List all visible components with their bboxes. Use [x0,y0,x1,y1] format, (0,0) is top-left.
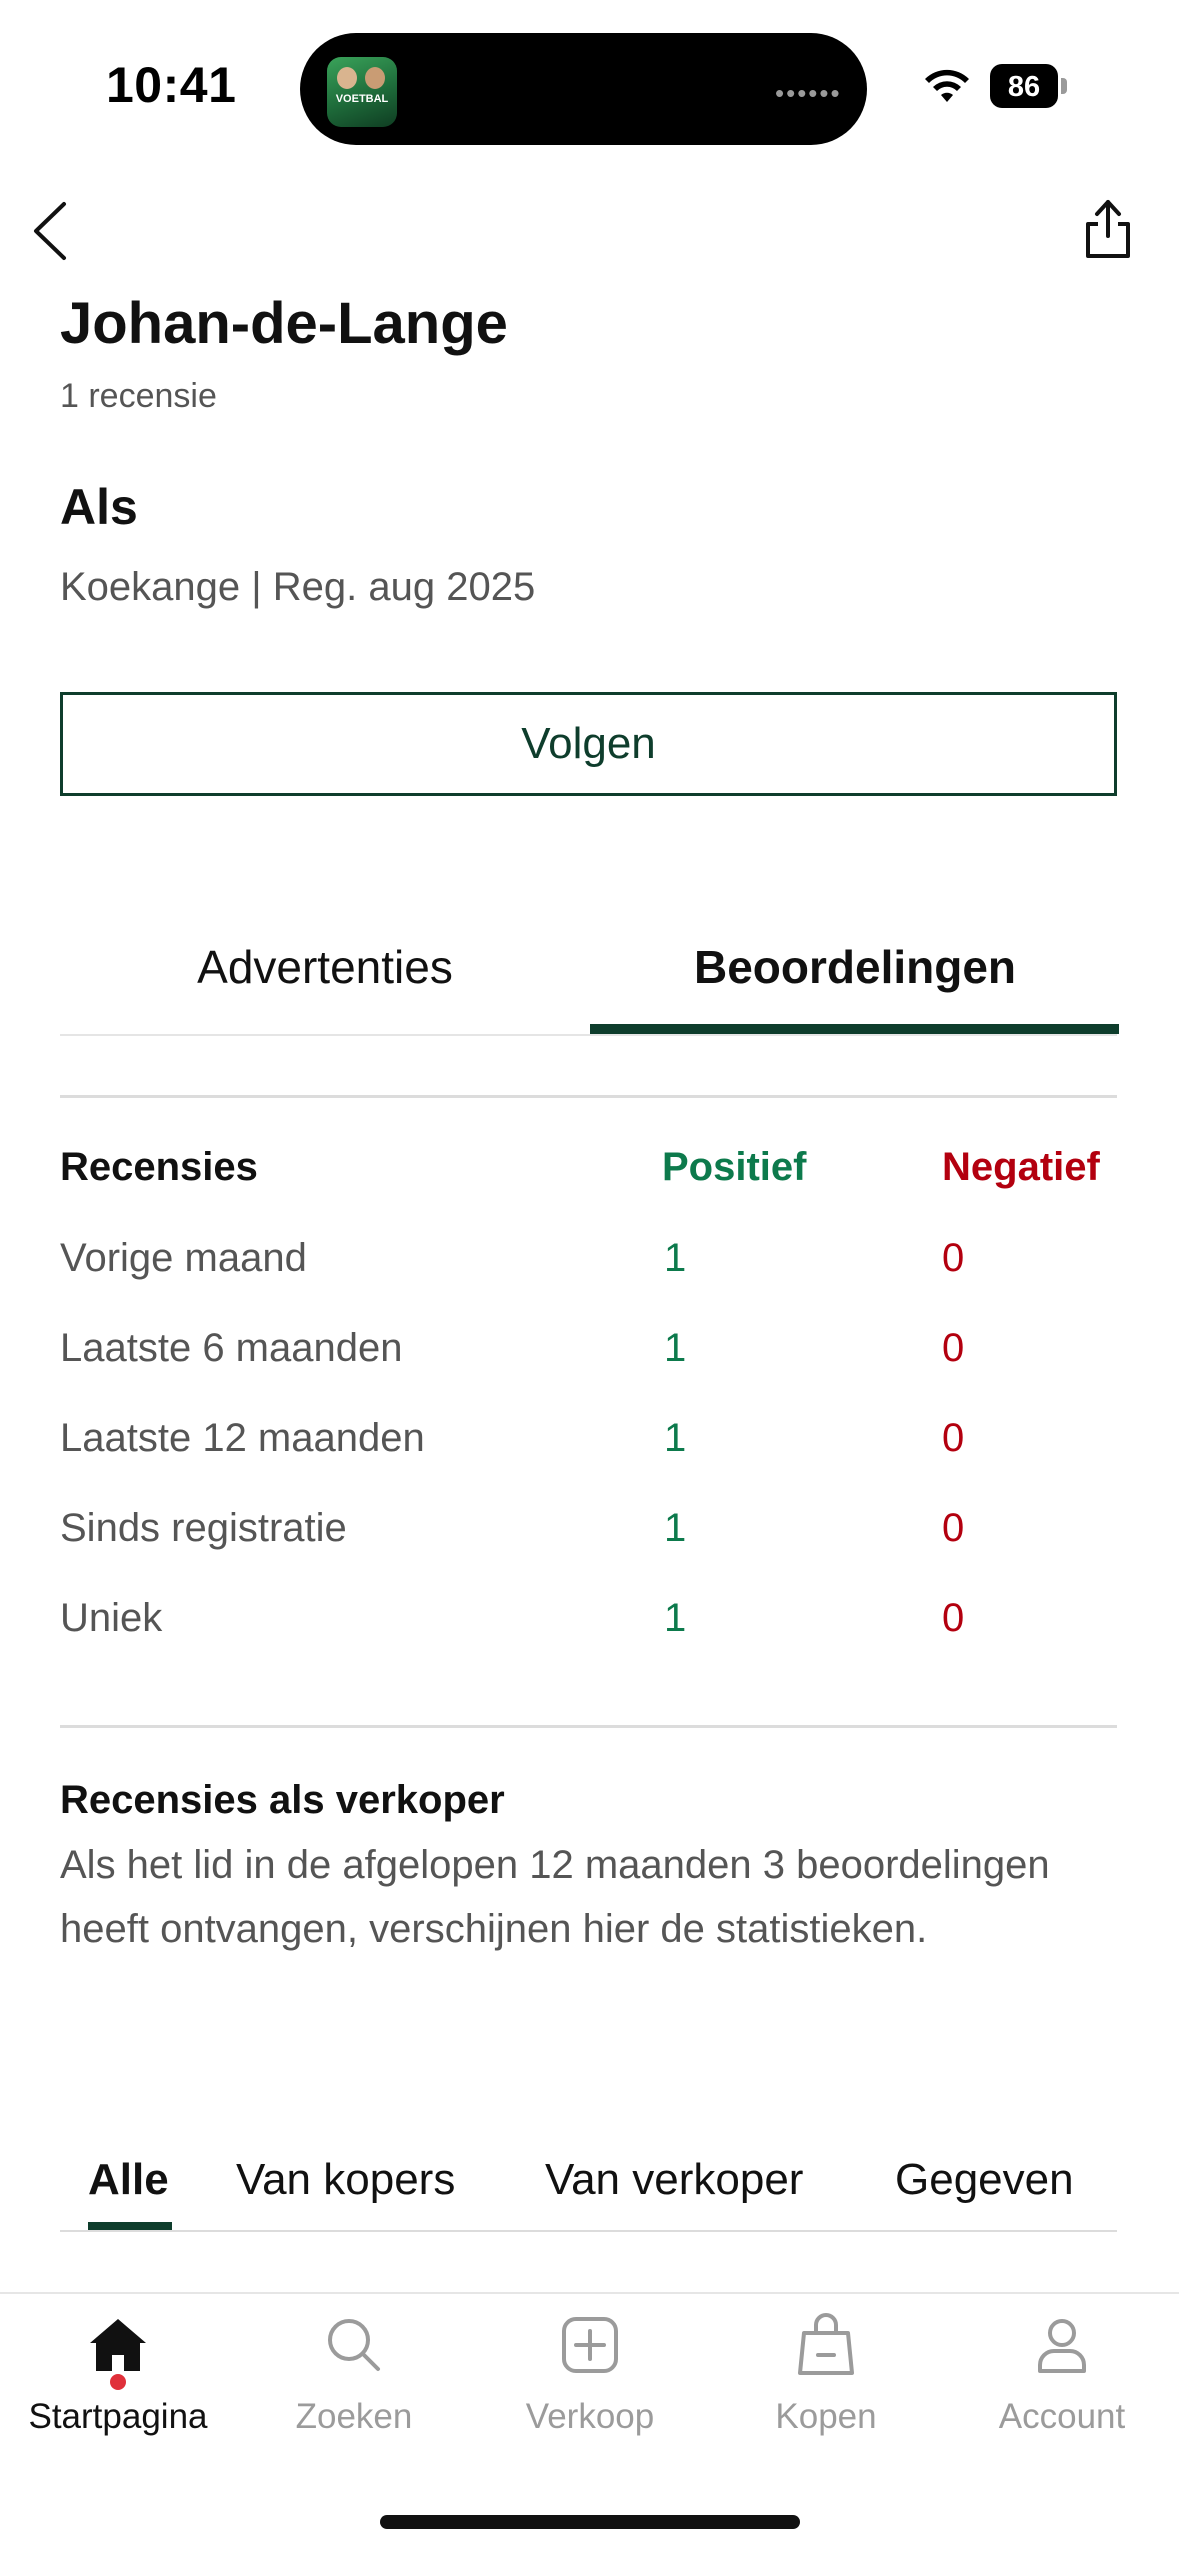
tab-advertenties[interactable]: Advertenties [197,941,453,993]
battery-icon [990,64,1058,108]
notification-dot [110,2374,126,2390]
divider [60,1725,1117,1728]
stats-row-negative: 0 [942,1236,965,1280]
stats-row-positive: 1 [664,1326,687,1370]
now-playing-app-icon[interactable] [327,57,397,127]
filter-tab-gegeven[interactable]: Gegeven [895,2155,1074,2204]
active-filter-indicator [88,2222,172,2230]
stats-row [60,1596,1117,1686]
stats-row [60,1416,1117,1506]
app-artwork-face [337,67,357,89]
stats-row-positive: 1 [664,1416,687,1460]
user-icon [1026,2309,1098,2381]
battery-level: 86 [1007,71,1041,103]
stats-row [60,1326,1117,1416]
tab-beoordelingen[interactable]: Beoordelingen [693,941,1017,993]
app-artwork-face [365,67,385,89]
nav-label: Kopen [775,2397,877,2436]
follow-button[interactable]: Volgen [60,692,1117,796]
profile-meta: Koekange | Reg. aug 2025 [60,565,536,609]
stats-row-positive: 1 [664,1236,687,1280]
filter-tab-divider [60,2230,1117,2232]
stats-row-positive: 1 [664,1596,687,1640]
stats-row-negative: 0 [942,1506,965,1550]
seller-reviews-title: Recensies als verkoper [60,1778,505,1822]
stats-row-negative: 0 [942,1326,965,1370]
nav-label: Verkoop [525,2397,655,2436]
stats-row [60,1506,1117,1596]
stats-row-negative: 0 [942,1416,965,1460]
stats-header-negative: Negatief [942,1145,1100,1189]
battery-cap [1061,78,1067,94]
wifi-icon [922,66,972,106]
stats-header-positive: Positief [662,1145,807,1189]
share-button[interactable] [1078,194,1138,264]
filter-tab-alle[interactable]: Alle [88,2155,169,2204]
search-icon [318,2309,390,2381]
audio-waveform-icon: •••••• [775,78,842,108]
stats-row-negative: 0 [942,1596,965,1640]
stats-row [60,1236,1117,1326]
stats-row-positive: 1 [664,1506,687,1550]
stats-row-label: Laatste 12 maanden [60,1416,425,1460]
back-button[interactable] [22,196,82,266]
nav-label: Account [998,2397,1126,2436]
stats-row-label: Sinds registratie [60,1506,347,1550]
stats-row-label: Vorige maand [60,1236,307,1280]
tab-bar-divider [60,1034,1117,1036]
filter-tab-van-verkoper[interactable]: Van verkoper [545,2155,804,2204]
home-icon [82,2309,154,2381]
home-indicator[interactable] [380,2515,800,2529]
nav-label: Zoeken [295,2397,413,2436]
stats-row-label: Uniek [60,1596,163,1640]
divider [60,1095,1117,1098]
profile-name: Johan-de-Lange [60,291,508,356]
shopping-bag-icon [790,2309,862,2381]
app-artwork-label: VOETBAL [335,93,389,105]
filter-tab-van-kopers[interactable]: Van kopers [236,2155,456,2204]
plus-square-icon [554,2309,626,2381]
stats-header-label: Recensies [60,1145,258,1189]
stats-row-label: Laatste 6 maanden [60,1326,403,1370]
active-tab-indicator [590,1024,1119,1034]
seller-reviews-text: Als het lid in de afgelopen 12 maanden 3 beoordelingen heeft ontvangen, verschijnen hier de statistieken. [60,1843,1050,1951]
profile-heading: Als [60,479,138,535]
status-time: 10:41 [106,57,237,113]
review-count[interactable]: 1 recensie [60,377,217,415]
nav-label: Startpagina [28,2397,208,2436]
